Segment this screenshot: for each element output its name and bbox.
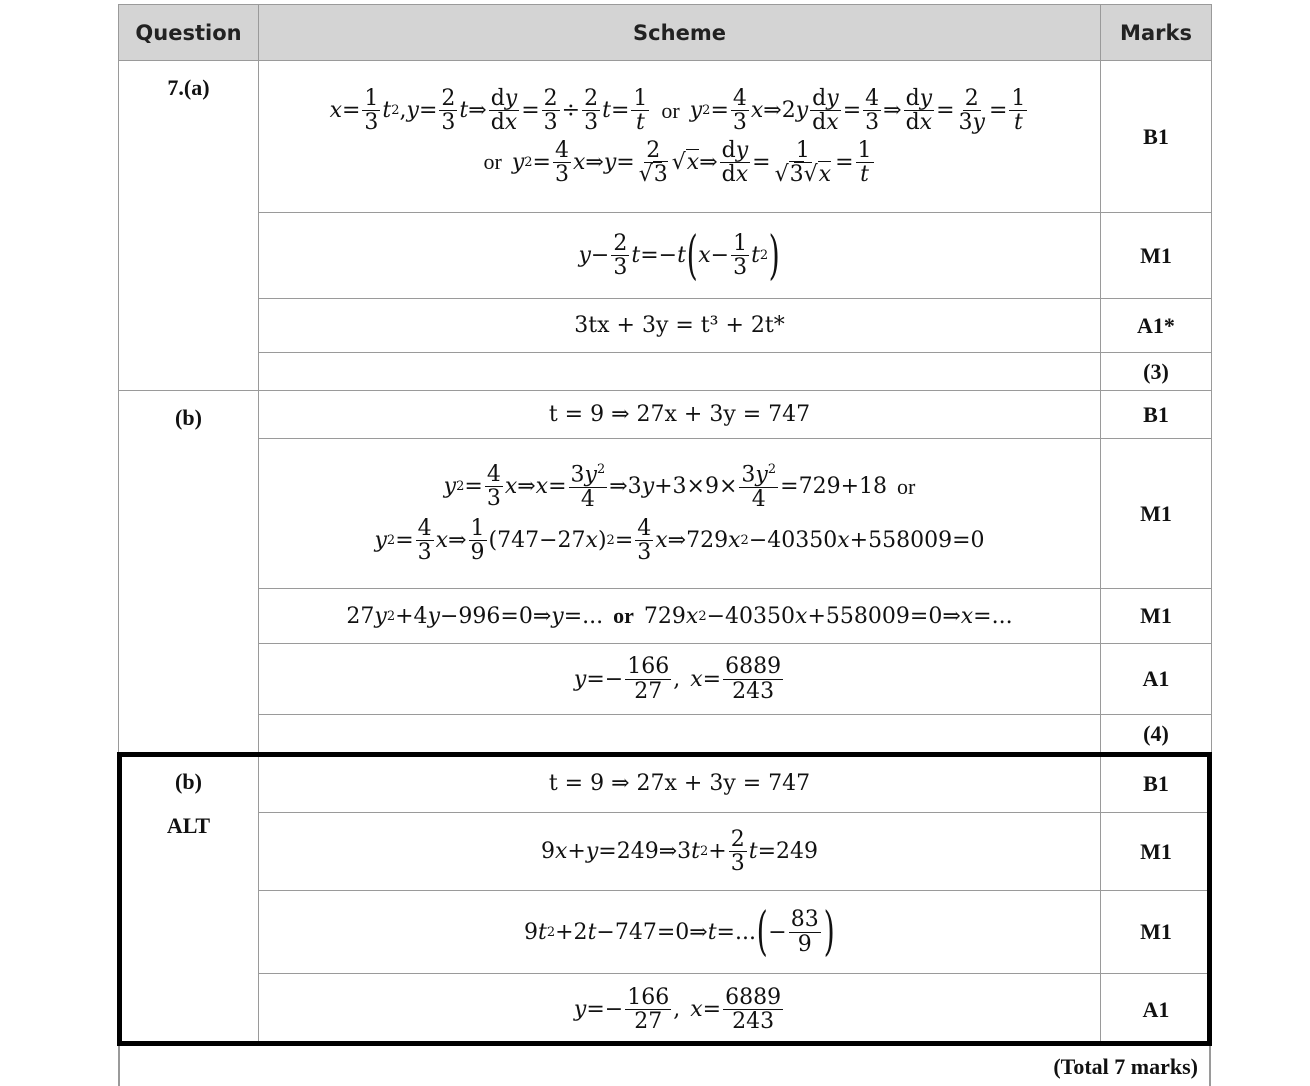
table-row xyxy=(119,391,1212,439)
scheme-cell xyxy=(259,589,1101,644)
question-7b-cell xyxy=(119,391,259,755)
math-line: 27 y 2 +4 y −996=0⇒ y =... or 729 x 2 −40350 x +558009=0⇒ x =... xyxy=(346,603,1013,629)
table-row xyxy=(119,813,1212,891)
scheme-cell xyxy=(259,755,1101,813)
scheme-cell xyxy=(259,891,1101,974)
table-row xyxy=(119,213,1212,299)
header-marks: Marks xyxy=(1101,5,1212,61)
math-line: 3tx + 3y = t³ + 2t* xyxy=(574,313,785,338)
table-row xyxy=(119,589,1212,644)
table-border xyxy=(118,1046,120,1086)
table-row xyxy=(119,755,1212,813)
header-scheme: Scheme xyxy=(259,5,1101,61)
math-line: 9 x + y =249⇒3 t 2 + 2 3 t =249 xyxy=(541,826,818,876)
mark-cell: B1 xyxy=(1101,391,1212,439)
math-line: y 2 = 4 3 x ⇒ x = $3y^2$ 4 ⇒3 y +3×9× $3y^2$ 4 =729+18 or xyxy=(443,462,916,512)
math-line: 9 t 2 +2 t −747=0⇒ t =... ( − 83 9 ) xyxy=(524,902,835,962)
scheme-cell xyxy=(259,439,1101,589)
header-question: Question xyxy=(119,5,259,61)
or-text: or xyxy=(483,149,502,175)
mark-cell: M1 xyxy=(1101,213,1212,299)
math-line: y =− 166 27 , x = 6889 243 xyxy=(573,654,782,704)
scheme-cell xyxy=(259,213,1101,299)
table-row xyxy=(119,439,1212,589)
scheme-cell xyxy=(259,813,1101,891)
question-7a-cell xyxy=(119,61,259,391)
scheme-cell xyxy=(259,299,1101,353)
mark-cell: A1* xyxy=(1101,299,1212,353)
mark-cell: M1 xyxy=(1101,891,1212,974)
mark-cell: A1 xyxy=(1101,644,1212,715)
scheme-cell xyxy=(259,644,1101,715)
or-text: or xyxy=(613,603,634,628)
scheme-cell xyxy=(259,353,1101,391)
question-label: 7.(a) xyxy=(167,75,210,100)
math-line: y − 2 3 t =− t ( x − 1 3 t 2 ) xyxy=(578,225,780,286)
scheme-cell xyxy=(259,974,1101,1046)
table-row xyxy=(119,891,1212,974)
mark-cell: M1 xyxy=(1101,589,1212,644)
table-row xyxy=(119,353,1212,391)
table-row xyxy=(119,974,1212,1046)
alt-label: ALT xyxy=(166,812,211,838)
math-line: t = 9 ⇒ 27x + 3y = 747 xyxy=(548,402,811,427)
or-text: or xyxy=(897,473,916,499)
math-line: y =− 166 27 , x = 6889 243 xyxy=(573,984,782,1034)
math-line: or y 2 = 4 3 x ⇒ y = 2 √3 √ x ⇒ dy dx = 1 √3√x = 1 t xyxy=(483,137,872,187)
header-row xyxy=(119,5,1212,61)
table-row xyxy=(119,715,1212,754)
question-7b-alt-cell xyxy=(119,755,259,1046)
scheme-cell xyxy=(259,61,1101,213)
question-label: (b) xyxy=(175,768,202,794)
scheme-cell xyxy=(259,715,1101,754)
mark-cell: M1 xyxy=(1101,439,1212,589)
mark-cell: (3) xyxy=(1101,353,1212,391)
table-row xyxy=(119,644,1212,715)
mark-cell: B1 xyxy=(1101,755,1212,813)
table-row xyxy=(119,299,1212,353)
mark-cell: A1 xyxy=(1101,974,1212,1046)
mark-cell: M1 xyxy=(1101,813,1212,891)
mark-cell: B1 xyxy=(1101,61,1212,213)
or-text: or xyxy=(661,97,680,123)
table-border xyxy=(1209,1046,1211,1086)
math-line: t = 9 ⇒ 27x + 3y = 747 xyxy=(548,771,811,796)
question-label: (b) xyxy=(175,405,202,430)
mark-scheme-table xyxy=(118,4,1212,1046)
math-line: y 2 = 4 3 x ⇒ 1 9 (747−27 x ) 2 = 4 3 x ⇒729 x 2 −40350 x +558009=0 xyxy=(374,515,985,565)
scheme-cell xyxy=(259,391,1101,439)
total-marks: (Total 7 marks) xyxy=(1053,1054,1198,1079)
mark-cell: (4) xyxy=(1101,715,1212,754)
math-line: x = 1 3 t 2 , y = 2 3 t ⇒ dy dx = 2 3 ÷ 2 3 t = 1 t or y 2 = 4 3 x ⇒2 y dy dx = 4 3 ⇒ dy dx = 2 3y = 1 t xyxy=(329,86,1026,136)
table-row xyxy=(119,61,1212,213)
